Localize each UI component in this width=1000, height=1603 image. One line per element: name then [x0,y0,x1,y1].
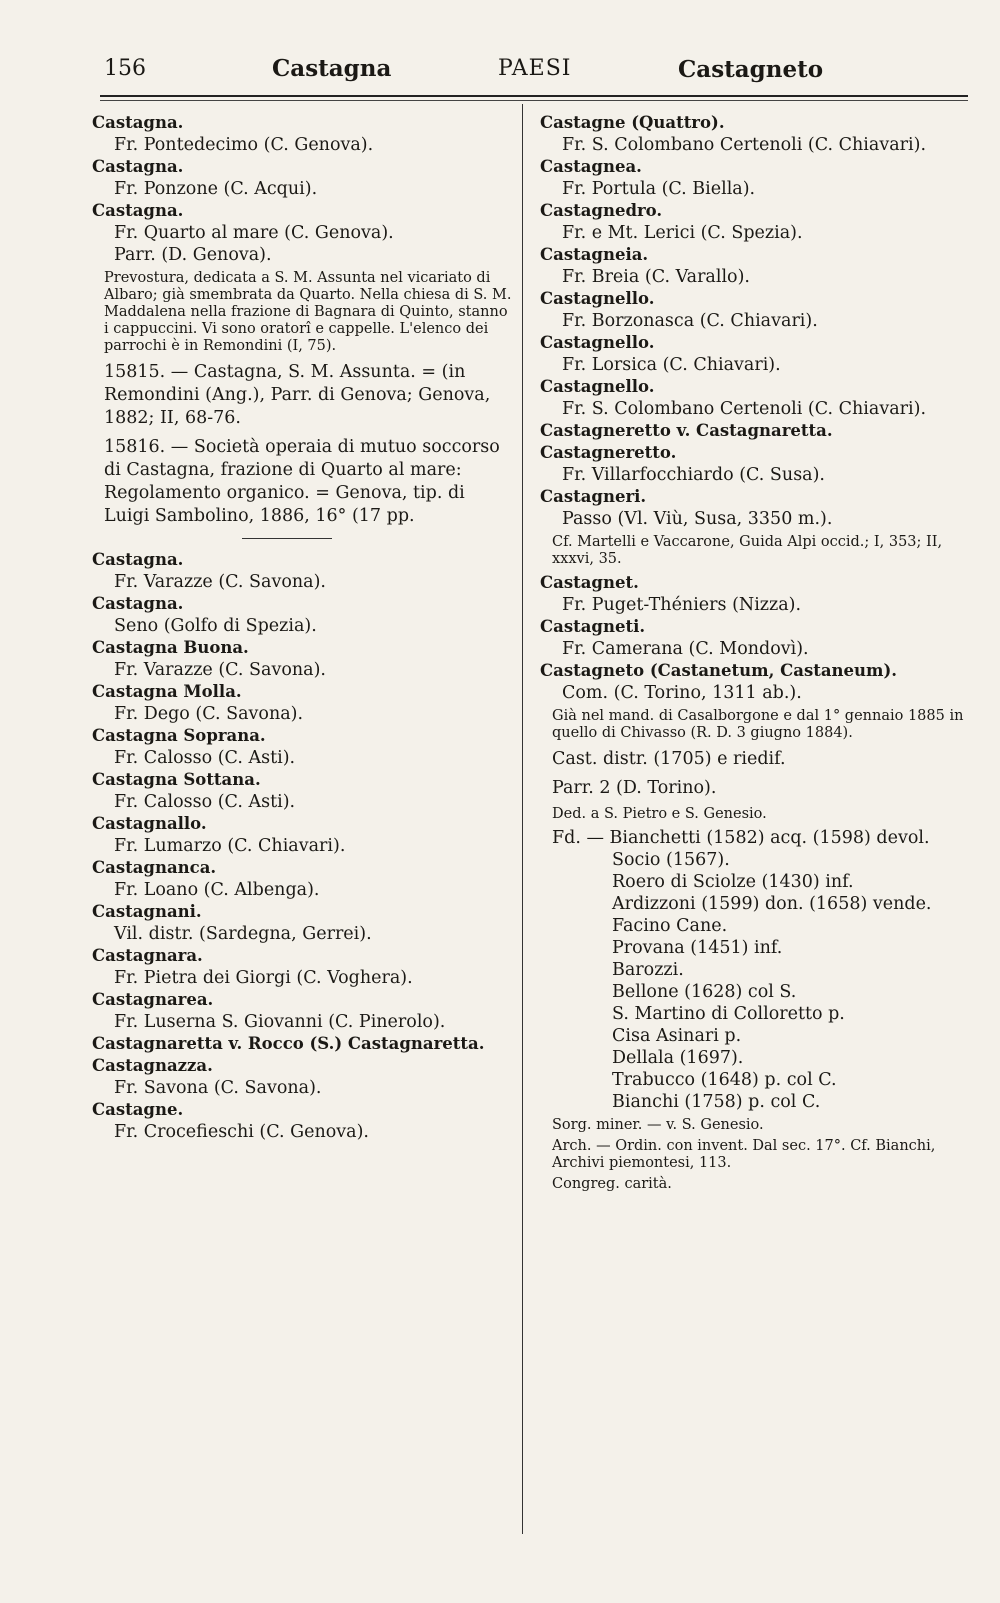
gazetteer-entry [92,270,512,355]
entry-text: Cast. distr. (1705) e riedif. [552,749,786,769]
gazetteer-entry [92,989,512,1033]
entry-line: Fr. Pontedecimo (C. Genova). [114,135,374,155]
entry-heading: Castagneia. [540,245,649,264]
entry-note: Già nel mand. di Casalborgone e dal 1° gennaio 1885 in quello di Chivasso (R. D. 3 giugno 1884). [552,708,964,741]
entry-line: Fr. Loano (C. Albenga). [114,880,320,900]
entry-heading: Castagna. [92,550,184,569]
entry-line: Fr. Calosso (C. Asti). [114,792,296,812]
entry-line: Fr. Breia (C. Varallo). [562,267,750,287]
gazetteer-entry [540,708,970,742]
fief-holder-line: Facino Cane. [612,916,728,936]
entry-line: Vil. distr. (Sardegna, Gerrei). [114,924,372,944]
gazetteer-entry [92,1033,512,1055]
entry-heading: Castagneretto v. Castagnaretta. [540,421,833,440]
fief-holder-line: Bianchi (1758) p. col C. [612,1092,821,1112]
entry-line: Fr. Varazze (C. Savona). [114,660,326,680]
entry-heading: Castagnarea. [92,990,214,1009]
gazetteer-entry [540,332,970,376]
entry-heading: Castagneri. [540,487,647,506]
entry-note: Cf. Martelli e Vaccarone, Guida Alpi occid.; I, 353; II, xxxvi, 35. [552,534,943,567]
fief-holder-line: Roero di Sciolze (1430) inf. [612,872,854,892]
entry-heading: Castagne. [92,1100,184,1119]
gazetteer-entry [540,442,970,486]
entry-line: Fr. Varazze (C. Savona). [114,572,326,592]
entry-line: Fr. Villarfocchiardo (C. Susa). [562,465,825,485]
page-header [100,52,968,92]
section-rule [242,538,332,539]
entry-heading: Castagne (Quattro). [540,113,725,132]
entry-note: Sorg. miner. — v. S. Genesio. [552,1117,764,1133]
running-head-left: Castagna [272,55,392,82]
header-rule [100,95,968,97]
gazetteer-entry [540,244,970,288]
gazetteer-entry [540,1176,970,1193]
fief-holder-line: Provana (1451) inf. [612,938,783,958]
running-head-right: Castagneto [678,56,824,83]
gazetteer-entry [92,725,512,769]
gazetteer-entry [540,777,970,800]
gazetteer-entry [540,376,970,420]
entry-heading: Castagneto (Castanetum, Castaneum). [540,661,898,680]
entry-note: Congreg. carità. [552,1176,672,1192]
entry-line: Fr. Camerana (C. Mondovì). [562,639,809,659]
gazetteer-entry [92,593,512,637]
fief-holder-line: Trabucco (1648) p. col C. [612,1070,837,1090]
entry-heading: Castagnani. [92,902,202,921]
entry-line: Fr. Lorsica (C. Chiavari). [562,355,781,375]
entry-note: Arch. — Ordin. con invent. Dal sec. 17°. Cf. Bianchi, Archivi piemontesi, 113. [552,1138,936,1171]
entry-text: 15816. — Società operaia di mutuo soccorso di Castagna, frazione di Quarto al mare: Regolamento organico. = Genova, tip. di Luigi Sambolino, 1886, 16° (17 pp. [104,437,500,526]
entry-line: Com. (C. Torino, 1311 ab.). [562,683,802,703]
entry-text: Parr. 2 (D. Torino). [552,778,717,798]
entry-heading: Castagneti. [540,617,646,636]
gazetteer-entry [540,1117,970,1134]
fief-holder-line: S. Martino di Colloretto p. [612,1004,845,1024]
left-column [92,112,512,1143]
entry-line: Fr. Crocefieschi (C. Genova). [114,1122,369,1142]
gazetteer-entry [92,945,512,989]
gazetteer-entry [540,420,970,442]
entry-heading: Castagnello. [540,377,655,396]
fief-holder-line: Socio (1567). [612,850,730,870]
entry-heading: Castagna. [92,201,184,220]
gazetteer-entry [540,486,970,530]
entry-heading: Castagna. [92,157,184,176]
entry-heading: Castagnazza. [92,1056,213,1075]
gazetteer-entry [92,436,512,528]
entry-line: Fr. Ponzone (C. Acqui). [114,179,318,199]
fief-holder-line: Barozzi. [612,960,684,980]
fief-holder-line: Ardizzoni (1599) don. (1658) vende. [612,894,932,914]
entry-line: Fr. Borzonasca (C. Chiavari). [562,311,818,331]
gazetteer-entry [540,534,970,568]
column-divider [522,104,523,1534]
right-column [540,112,970,1197]
entry-heading: Castagna Sottana. [92,770,261,789]
entry-line: Fr. Pietra dei Giorgi (C. Voghera). [114,968,413,988]
fief-holder-line: Cisa Asinari p. [612,1026,742,1046]
gazetteer-entry [92,681,512,725]
page-number: 156 [104,56,146,81]
entry-line: Fr. Puget-Théniers (Nizza). [562,595,802,615]
gazetteer-entry [92,769,512,813]
entry-heading: Castagnallo. [92,814,207,833]
entry-heading: Castagnaretta v. Rocco (S.) Castagnaretta. [92,1034,485,1053]
fief-holder-line: Fd. — Bianchetti (1582) acq. (1598) devol. [552,828,930,848]
gazetteer-entry [92,549,512,593]
gazetteer-entry [540,748,970,771]
fief-holder-line: Dellala (1697). [612,1048,744,1068]
gazetteer-entry [92,901,512,945]
gazetteer-entry [92,637,512,681]
entry-note: Prevostura, dedicata a S. M. Assunta nel vicariato di Albaro; già smembrata da Quarto. Nella chiesa di S. M. Maddalena nella frazione di Bagnara di Quinto, stanno i cappuccini. Vi sono oratorî e cappelle. L'elenco dei parrochi è in Remondini (I, 75). [104,270,512,354]
gazetteer-entry [540,806,970,823]
entry-line: Fr. Dego (C. Savona). [114,704,304,724]
entry-heading: Castagna. [92,113,184,132]
running-head-center: PAESI [498,56,572,81]
gazetteer-entry [540,288,970,332]
gazetteer-entry [540,1138,970,1172]
entry-line: Fr. S. Colombano Certenoli (C. Chiavari). [562,399,927,419]
entry-heading: Castagnedro. [540,201,663,220]
entry-heading: Castagna Molla. [92,682,242,701]
entry-heading: Castagna Soprana. [92,726,266,745]
entry-heading: Castagna. [92,594,184,613]
entry-line: Fr. e Mt. Lerici (C. Spezia). [562,223,803,243]
gazetteer-entry [540,572,970,616]
entry-heading: Castagnello. [540,333,655,352]
gazetteer-entry [92,200,512,266]
header-rule-thin [100,100,968,101]
gazetteer-entry [540,827,970,1113]
entry-line: Fr. Quarto al mare (C. Genova). [114,223,394,243]
entry-line: Fr. S. Colombano Certenoli (C. Chiavari). [562,135,927,155]
entry-line: Fr. Lumarzo (C. Chiavari). [114,836,346,856]
gazetteer-entry [540,660,970,704]
entry-line: Fr. Portula (C. Biella). [562,179,756,199]
entry-line: Passo (Vl. Viù, Susa, 3350 m.). [562,509,833,529]
gazetteer-entry [540,200,970,244]
gazetteer-entry [92,813,512,857]
gazetteer-entry [92,156,512,200]
entry-note: Ded. a S. Pietro e S. Genesio. [552,806,767,822]
entry-line: Fr. Calosso (C. Asti). [114,748,296,768]
entry-text: 15815. — Castagna, S. M. Assunta. = (in Remondini (Ang.), Parr. di Genova; Genova, 1882; II, 68-76. [104,362,491,428]
entry-heading: Castagnello. [540,289,655,308]
entry-heading: Castagneretto. [540,443,677,462]
entry-line: Parr. (D. Genova). [114,245,272,265]
gazetteer-entry [92,857,512,901]
gazetteer-entry [540,616,970,660]
entry-heading: Castagnanca. [92,858,217,877]
gazetteer-entry [540,112,970,156]
entry-heading: Castagnea. [540,157,642,176]
entry-heading: Castagnara. [92,946,203,965]
gazetteer-entry [92,1099,512,1143]
entry-line: Seno (Golfo di Spezia). [114,616,317,636]
gazetteer-entry [92,1055,512,1099]
entry-heading: Castagnet. [540,573,639,592]
gazetteer-entry [92,361,512,430]
gazetteer-entry [92,112,512,156]
entry-line: Fr. Luserna S. Giovanni (C. Pinerolo). [114,1012,446,1032]
fief-holder-line: Bellone (1628) col S. [612,982,797,1002]
entry-line: Fr. Savona (C. Savona). [114,1078,322,1098]
gazetteer-entry [540,156,970,200]
entry-heading: Castagna Buona. [92,638,249,657]
